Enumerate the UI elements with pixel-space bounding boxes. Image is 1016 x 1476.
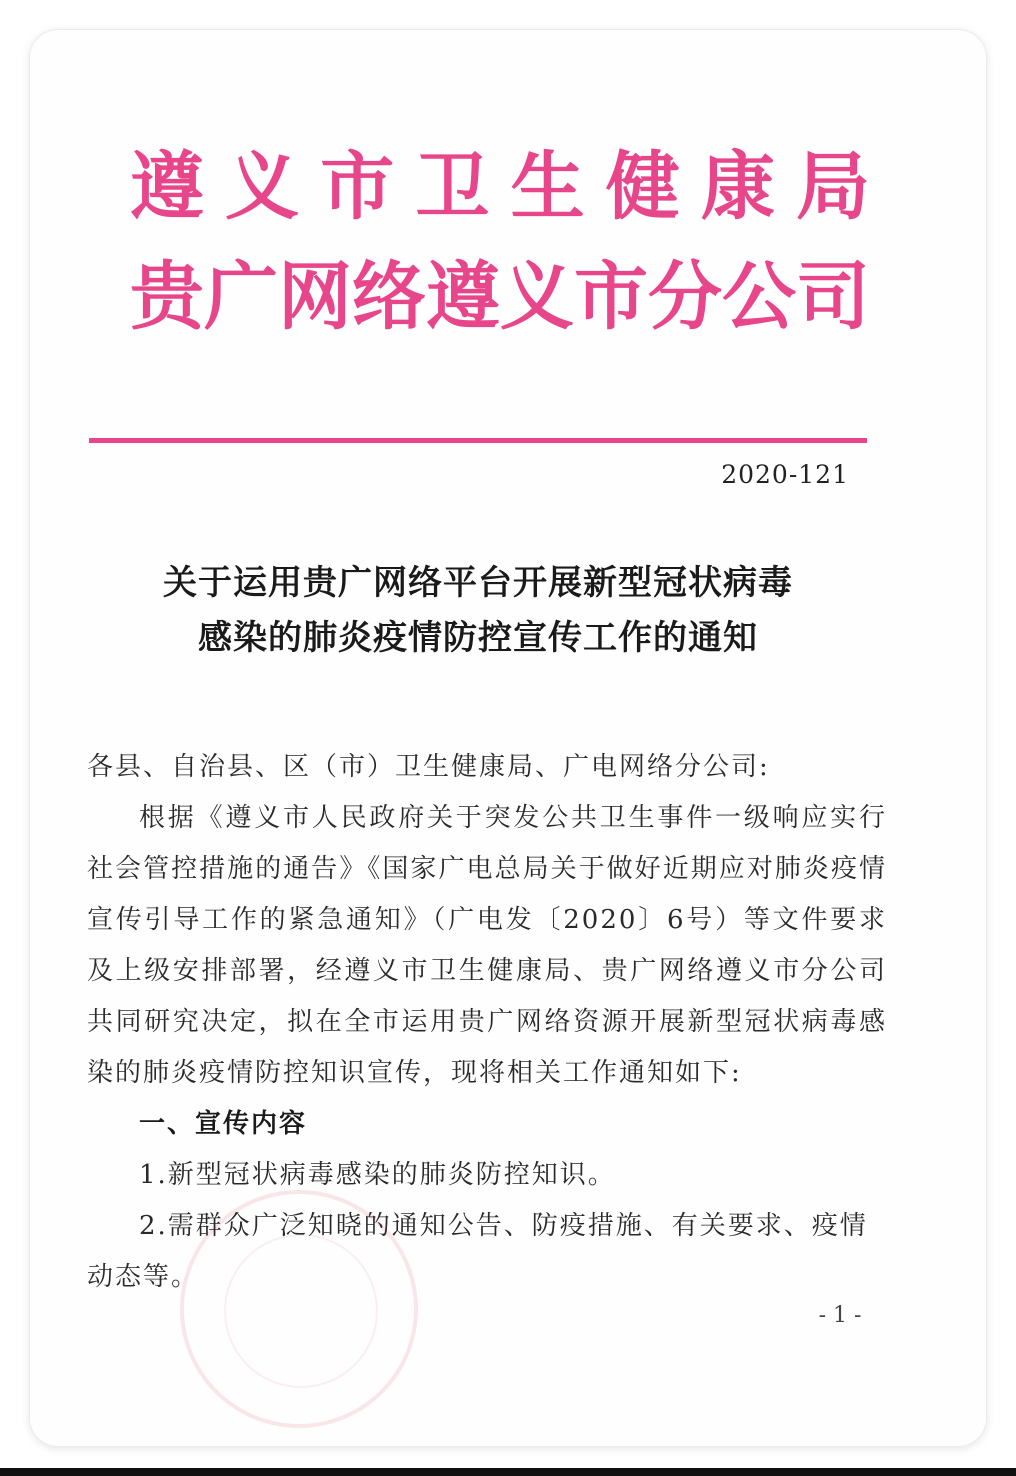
salutation: 各县、自治县、区（市）卫生健康局、广电网络分公司: xyxy=(87,752,770,782)
header-char: 卫 xyxy=(415,144,490,230)
issuer-header-line2 xyxy=(130,254,870,340)
red-header-rule xyxy=(89,438,867,443)
header-char: 络 xyxy=(352,254,426,340)
header-char: 遵 xyxy=(426,254,500,340)
document-number: 2020-121 xyxy=(721,460,849,489)
document-body xyxy=(87,742,887,1303)
document-title-line1: 关于运用贵广网络平台开展新型冠状病毒 xyxy=(163,563,793,603)
section-1-heading: 一、宣传内容 xyxy=(139,1109,308,1139)
header-char: 义 xyxy=(500,254,574,340)
header-char: 市 xyxy=(574,254,648,340)
header-char: 分 xyxy=(648,254,722,340)
header-char: 广 xyxy=(204,254,278,340)
header-char: 康 xyxy=(700,144,775,230)
header-char: 市 xyxy=(320,144,395,230)
header-char: 生 xyxy=(510,144,585,230)
paragraph-1: 根据《遵义市人民政府关于突发公共卫生事件一级响应实行社会管控措施的通告》《国家广电总局关于做好近期应对肺炎疫情宣传引导工作的紧急通知》（广电发〔2020〕6号）等文件要求及上级安排部署，经遵义市卫生健康局、贵广网络遵义市分公司共同研究决定，拟在全市运用贵广网络资源开展新型冠状病毒感染的肺炎疫情防控知识宣传，现将相关工作通知如下: xyxy=(87,803,887,1088)
section-1-item-2: 2.需群众广泛知晓的通知公告、防疫措施、有关要求、疫情动态等。 xyxy=(87,1211,868,1292)
header-char: 贵 xyxy=(130,254,204,340)
header-char: 公 xyxy=(722,254,796,340)
header-char: 遵 xyxy=(130,144,204,230)
issuer-header-line1 xyxy=(130,144,870,230)
header-char: 义 xyxy=(225,144,300,230)
header-char: 司 xyxy=(796,254,870,340)
header-char: 健 xyxy=(605,144,680,230)
page-number: - 1 - xyxy=(818,1303,862,1328)
header-char: 网 xyxy=(278,254,352,340)
section-1-item-1: 1.新型冠状病毒感染的肺炎防控知识。 xyxy=(139,1160,616,1190)
bottom-bar xyxy=(0,1468,1016,1476)
document-title-line2: 感染的肺炎疫情防控宣传工作的通知 xyxy=(198,618,758,658)
header-char: 局 xyxy=(795,144,870,230)
